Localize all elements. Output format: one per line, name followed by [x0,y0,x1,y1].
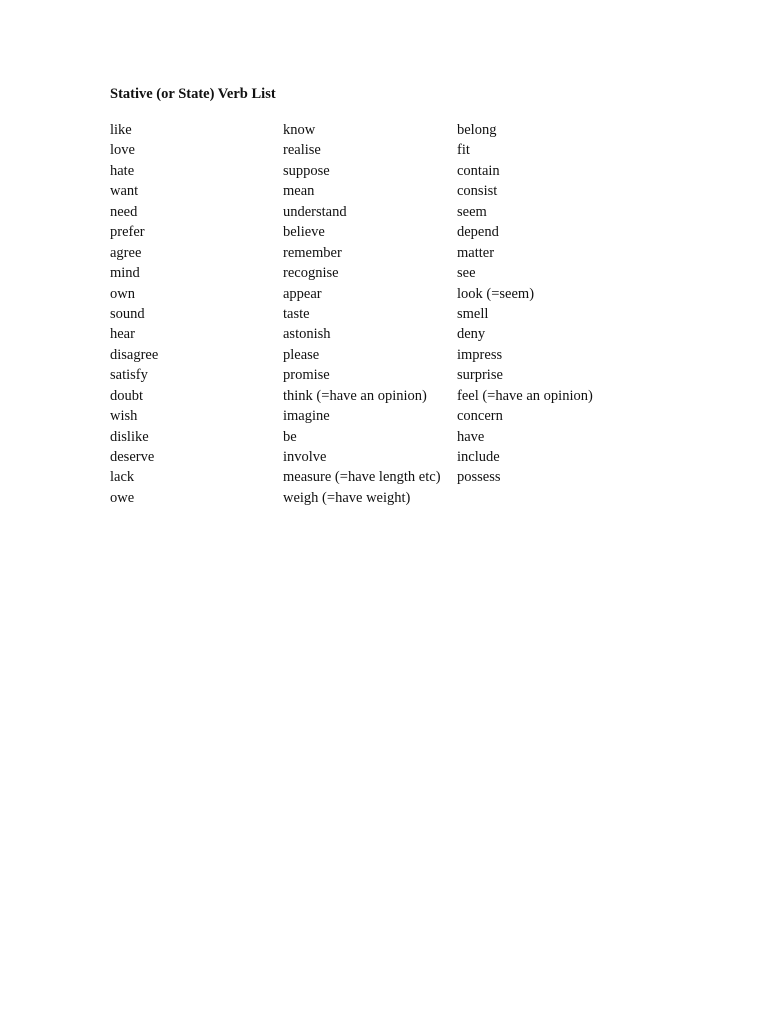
verb-list-item: understand [283,203,347,220]
verb-list-item: want [110,183,139,200]
verb-list-item: hear [110,326,135,343]
verb-list-item: deserve [110,449,155,465]
verb-list-item: owe [110,489,135,506]
verb-list-item: realise [283,142,321,159]
verb-list-item: astonish [283,326,331,343]
verb-list-item: lack [110,469,135,486]
verb-list-item: mind [110,265,140,282]
verb-list-item: disagree [110,346,159,363]
verb-column-3 [457,120,593,488]
verb-list-item: doubt [110,387,144,404]
page-title: Stative (or State) Verb List [110,86,276,102]
verb-list-item: prefer [110,224,145,241]
verb-column-2 [283,120,441,508]
verb-list-item: agree [110,244,142,261]
verb-list-item: depend [457,224,499,241]
verb-list-item: suppose [283,162,330,179]
verb-list-item: mean [283,183,315,200]
verb-list-item: impress [457,346,503,363]
verb-list-item: dislike [110,428,149,445]
verb-list-item: see [457,265,476,282]
verb-list-item: feel (=have an opinion) [457,387,593,404]
verb-list-item: possess [457,469,501,486]
verb-list-item: know [283,122,316,138]
verb-list-item: consist [457,183,498,200]
verb-list-item: love [110,142,135,159]
verb-list-item: matter [457,244,495,261]
verb-list-item: sound [110,305,145,322]
verb-list-item: hate [110,162,135,179]
verb-list-item: deny [457,326,486,343]
verb-list-item: include [457,449,500,465]
verb-list-item: recognise [283,265,339,282]
verb-list-item: look (=seem) [457,285,535,302]
verb-list-item: own [110,285,135,302]
verb-list-item: think (=have an opinion) [283,387,427,404]
verb-list-item: please [283,346,320,363]
verb-list-item: concern [457,408,503,425]
verb-list-item: imagine [283,408,330,425]
verb-list-item: satisfy [110,367,148,384]
verb-list-item: remember [283,244,342,261]
verb-list-item: have [457,428,485,445]
verb-list-item: taste [283,305,310,322]
verb-list-item: involve [283,449,327,465]
verb-list-item: appear [283,285,322,302]
verb-list-item: fit [457,142,470,159]
verb-list-item: weigh (=have weight) [283,489,411,506]
verb-list-item: belong [457,122,497,138]
verb-list-item: promise [283,367,330,384]
verb-list-item: contain [457,162,500,179]
verb-list-item: like [110,122,132,138]
verb-list-item: seem [457,203,487,220]
verb-list-item: surprise [457,367,503,384]
verb-list-item: be [283,428,297,445]
verb-list-item: smell [457,305,489,322]
verb-list-item: measure (=have length etc) [283,469,441,486]
verb-list-item: need [110,203,138,220]
verb-list-item: wish [110,408,138,425]
verb-list-item: believe [283,224,325,241]
verb-column-1 [110,120,158,508]
